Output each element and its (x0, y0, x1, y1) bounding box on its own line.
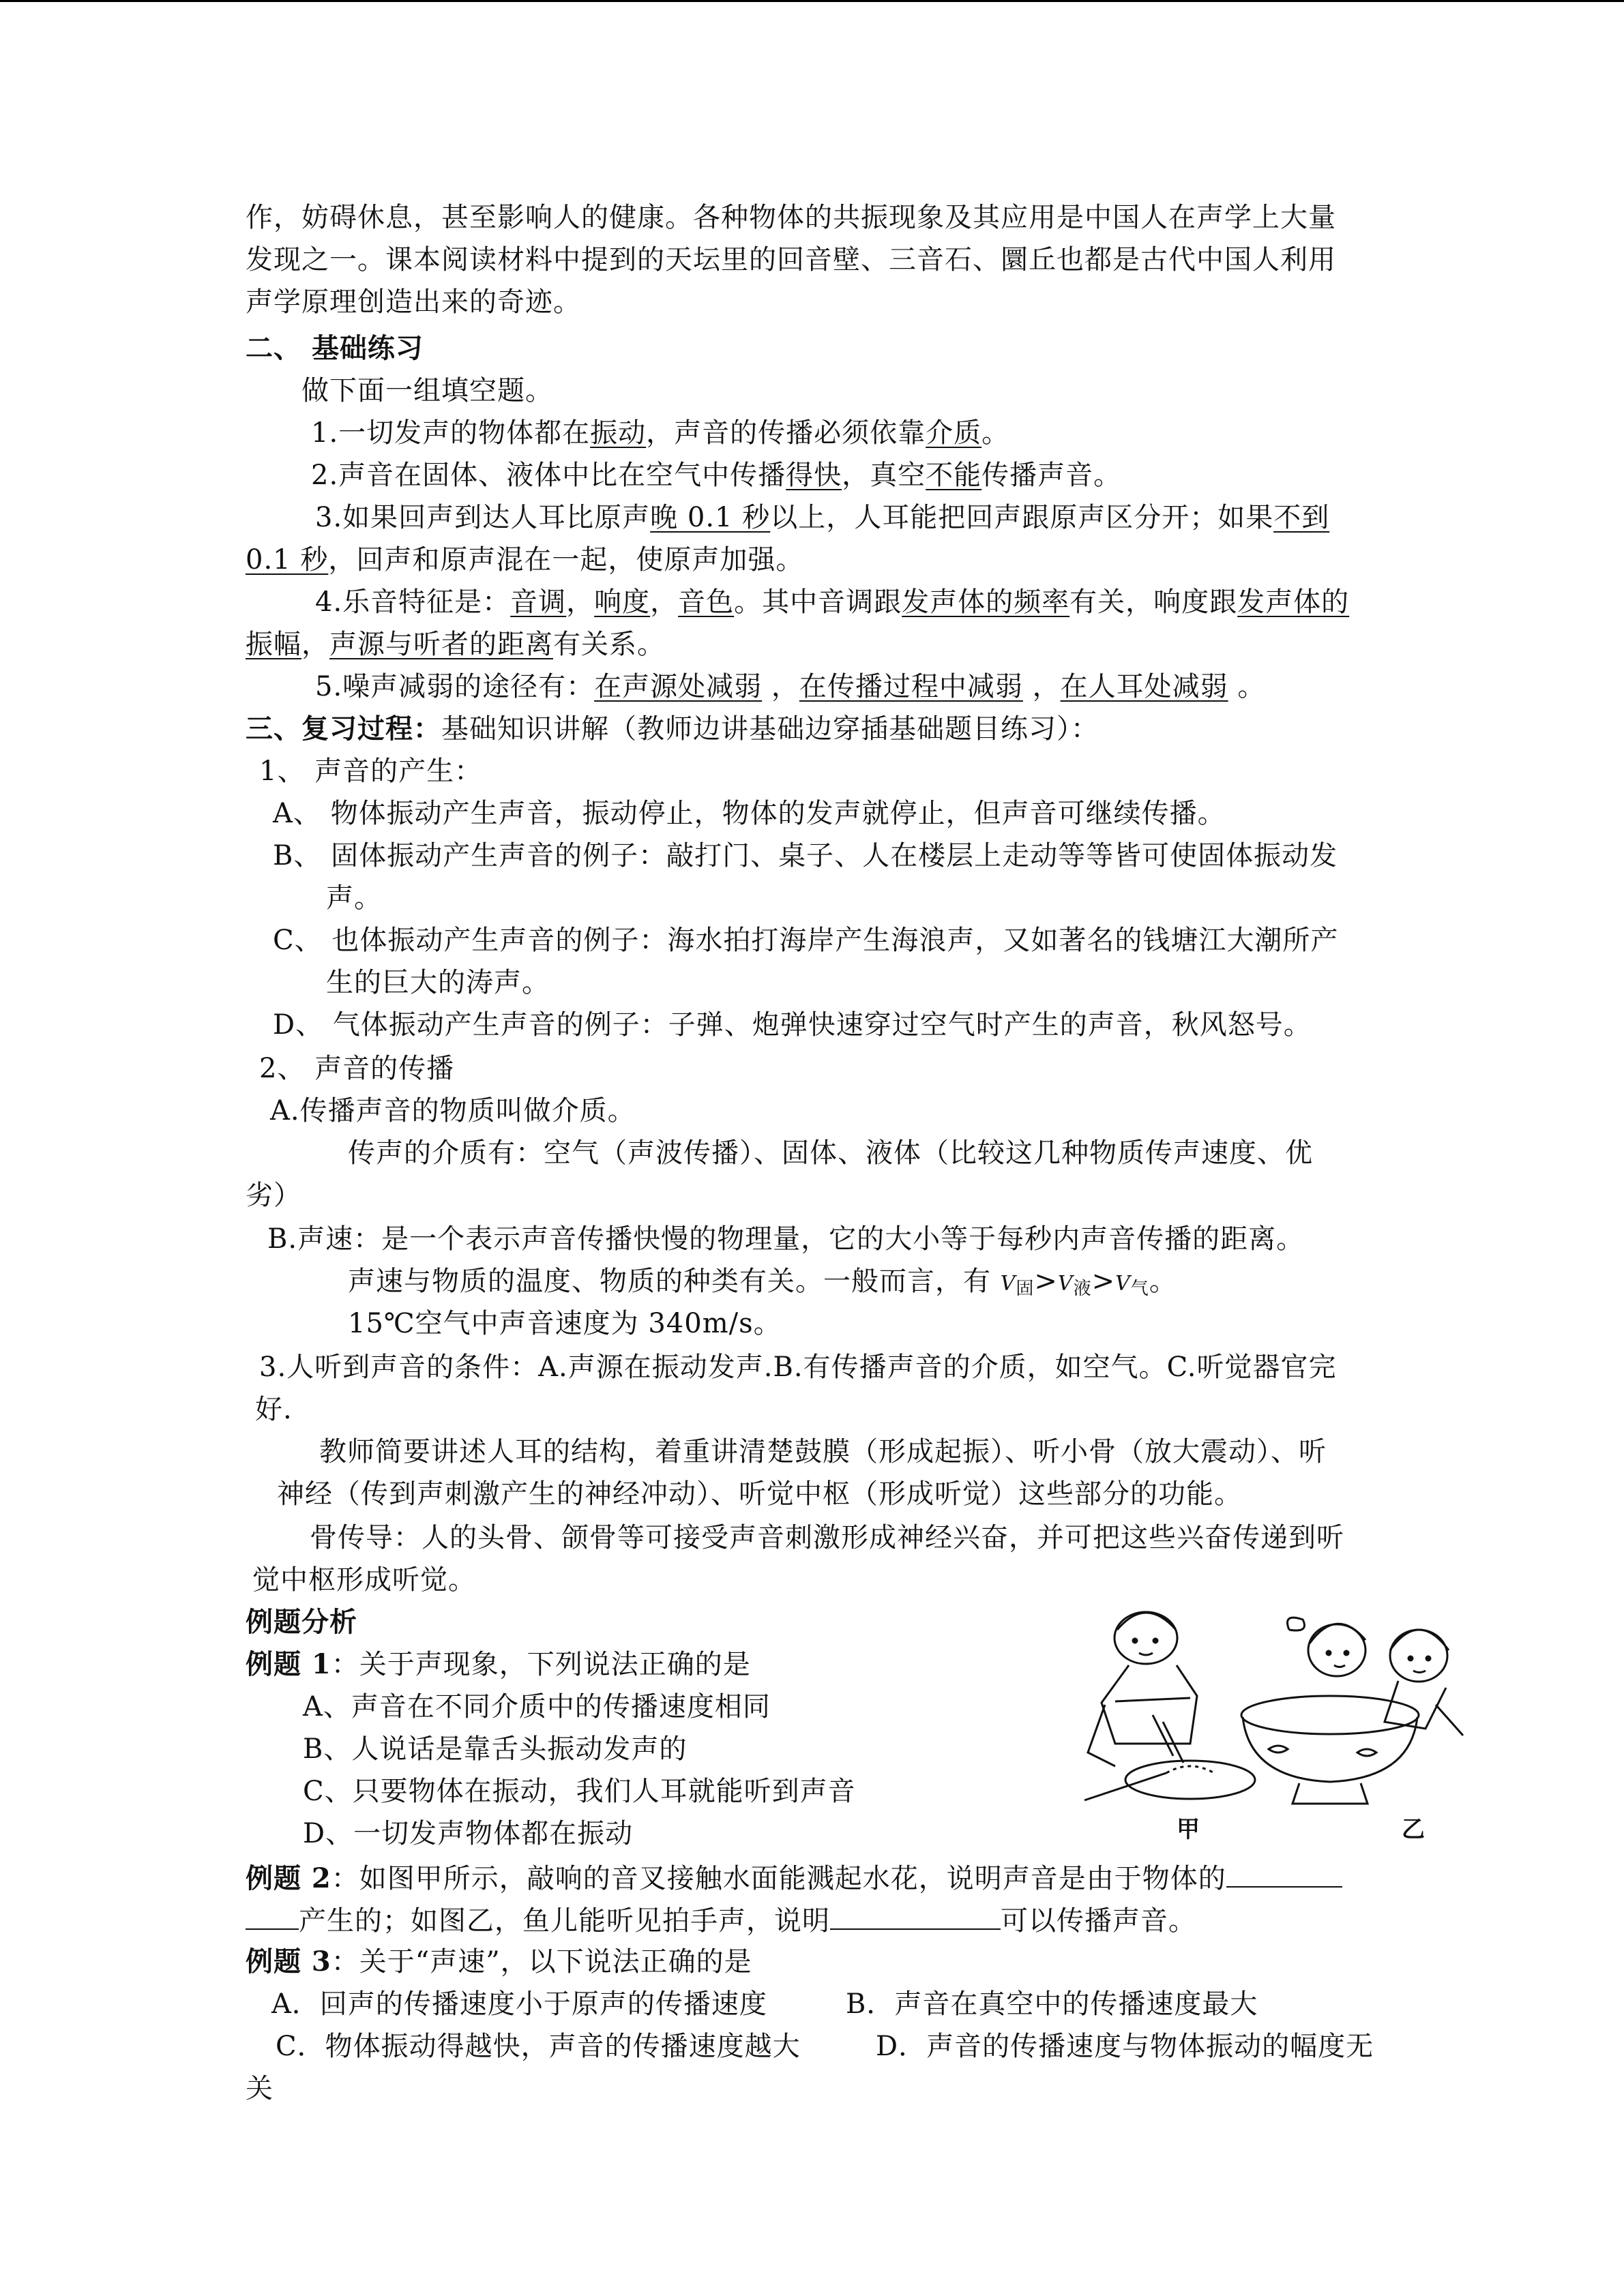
examples-heading: 例题分析 (246, 1606, 357, 1638)
answer-underline: 响度 (594, 586, 651, 618)
figure-label-right: 乙 (1402, 1816, 1425, 1843)
answer-underline: 得快 (786, 460, 842, 491)
answer-underline: 在人耳处减弱 (1060, 671, 1228, 702)
section-3-heading (246, 708, 1099, 750)
part-2-media: 传声的介质有：空气（声波传播）、固体、液体（比较这几种物质传声速度、优 (348, 1137, 1313, 1169)
answer-blank (830, 1898, 1001, 1930)
section-2-number: 二、 (246, 332, 301, 364)
answer-blank (246, 1898, 299, 1930)
part-2-media-cont: 劣） (246, 1180, 301, 1211)
part-1-item-c-cont: 生的巨大的涛声。 (326, 967, 550, 998)
section-3-subtitle: 基础知识讲解（教师边讲基础边穿插基础题目练习）： (441, 713, 1099, 745)
answer-underline: 音色 (678, 586, 735, 618)
example-1-question: 例题 1：关于声现象，下列说法正确的是 (246, 1648, 751, 1680)
example-1-option-a: A、声音在不同介质中的传播速度相同 (303, 1691, 771, 1723)
part-2-item-b: B.声速：是一个表示声音传播快慢的物理量，它的大小等于每秒内声音传播的距离。 (267, 1223, 1305, 1255)
section-2-heading (246, 327, 424, 370)
example-2-question-cont: 产生的；如图乙，鱼儿能听见拍手声，说明 可以传播声音。 (246, 1898, 1196, 1941)
example-1-option-c: C、只要物体在振动，我们人耳就能听到声音 (303, 1776, 856, 1807)
example-3-option-c: C．物体振动得越快，声音的传播速度越大 (276, 2031, 801, 2062)
part-1-item-b-cont: 声。 (326, 882, 382, 914)
part-1-item-b: B、 固体振动产生声音的例子：敲打门、桌子、人在楼层上走动等等皆可使固体振动发 (273, 840, 1338, 871)
intro-line-2: 发现之一。课本阅读材料中提到的天坛里的回音壁、三音石、圜丘也都是古代中国人利用 (246, 244, 1336, 275)
part-3-conditions: 3.人听到声音的条件：A.声源在振动发声.B.有传播声音的介质，如空气。C.听觉器官完 (259, 1352, 1337, 1383)
answer-underline: 发声体的 (1237, 586, 1350, 618)
intro-line-1: 作，妨碍休息，甚至影响人的健康。各种物体的共振现象及其应用是中国人在声学上大量 (246, 202, 1336, 233)
example-3-option-a: A．回声的传播速度小于原声的传播速度 (271, 1988, 767, 2020)
ear-structure-line-2: 神经（传到声刺激产生的神经冲动）、听觉中枢（形成听觉）这些部分的功能。 (277, 1478, 1242, 1510)
answer-underline: 晚 0.1 秒 (650, 502, 771, 533)
section-2-instruction: 做下面一组填空题。 (301, 375, 553, 406)
part-2-speed-relation: 声速与物质的温度、物质的种类有关。一般而言，有 $V_固>V_液>V_气$。 (348, 1266, 1177, 1299)
part-1-item-a: A、 物体振动产生声音，振动停止，物体的发声就停止，但声音可继续传播。 (273, 798, 1226, 829)
example-2-figure (1064, 1602, 1487, 1855)
fill-question-2: 2.声音在固体、液体中比在空气中传播得快，真空不能传播声音。 (311, 460, 1122, 491)
fill-question-3: 3.如果回声到达人耳比原声晚 0.1 秒以上，人耳能把回声跟原声区分开；如果不到 (315, 502, 1330, 533)
section-2-title: 基础练习 (311, 332, 424, 364)
answer-underline: 振动 (590, 417, 647, 449)
part-1-item-d: D、 气体振动产生声音的例子：子弹、炮弹快速穿过空气时产生的声音，秋风怒号。 (273, 1009, 1312, 1041)
bone-conduction-line-2: 觉中枢形成听觉。 (252, 1564, 476, 1596)
answer-underline: 不到 (1273, 502, 1330, 533)
part-2-title: 2、 声音的传播 (259, 1053, 455, 1084)
part-3-conditions-cont: 好. (255, 1394, 293, 1425)
answer-underline: 介质 (926, 417, 982, 449)
example-3-question: 例题 3：关于“声速”，以下说法正确的是 (246, 1945, 752, 1978)
answer-underline: 不能 (926, 460, 982, 491)
answer-blank (1226, 1856, 1342, 1888)
example-3-option-d-cont: 关 (246, 2073, 274, 2104)
fill-question-4-cont: 振幅，声源与听者的距离有关系。 (246, 629, 665, 660)
part-1-title: 1、 声音的产生： (259, 756, 483, 787)
fill-question-5: 5.噪声减弱的途径有：在声源处减弱 ，在传播过程中减弱 ，在人耳处减弱 。 (315, 671, 1266, 702)
answer-underline: 发声体的频率 (902, 586, 1070, 618)
page-top-rule (0, 0, 1624, 2)
example-3-option-b: B．声音在真空中的传播速度最大 (846, 1988, 1258, 2020)
example-3-option-d: D．声音的传播速度与物体振动的幅度无 (876, 2031, 1374, 2062)
example-1-option-d: D、一切发声物体都在振动 (303, 1818, 634, 1849)
answer-underline: 0.1 秒 (246, 544, 329, 576)
ear-structure-line-1: 教师简要讲述人耳的结构，着重讲清楚鼓膜（形成起振）、听小骨（放大震动）、听 (319, 1436, 1327, 1467)
example-2-question: 例题 2：如图甲所示，敲响的音叉接触水面能溅起水花，说明声音是由于物体的 (246, 1856, 1342, 1898)
intro-line-3: 声学原理创造出来的奇迹。 (246, 286, 581, 318)
part-2-item-a: A.传播声音的物质叫做介质。 (270, 1095, 636, 1127)
fill-question-3-cont: 0.1 秒，回声和原声混在一起，使原声加强。 (246, 544, 804, 576)
answer-underline: 音调 (510, 586, 567, 618)
example-1-option-b: B、人说话是靠舌头振动发声的 (303, 1733, 688, 1765)
answer-underline: 振幅 (246, 629, 301, 660)
answer-underline: 在传播过程中减弱 (799, 671, 1023, 702)
answer-underline: 在声源处减弱 (594, 671, 763, 702)
fill-question-4: 4.乐音特征是：音调，响度，音色。其中音调跟发声体的频率有关，响度跟发声体的 (315, 586, 1350, 618)
answer-underline: 声源与听者的距离 (329, 629, 553, 660)
part-2-speed-15c: 15℃空气中声音速度为 340m/s。 (348, 1308, 782, 1339)
figure-label-left: 甲 (1177, 1816, 1200, 1843)
fill-question-1: 1.一切发声的物体都在振动，声音的传播必须依靠介质。 (311, 417, 1010, 449)
part-1-item-c: C、 也体振动产生声音的例子：海水拍打海岸产生海浪声，又如著名的钱塘江大潮所产 (273, 925, 1339, 956)
section-3-title: 三、复习过程： (246, 713, 441, 745)
bone-conduction-line-1: 骨传导：人的头骨、颌骨等可接受声音刺激形成神经兴奋，并可把这些兴奋传递到听 (310, 1522, 1344, 1553)
